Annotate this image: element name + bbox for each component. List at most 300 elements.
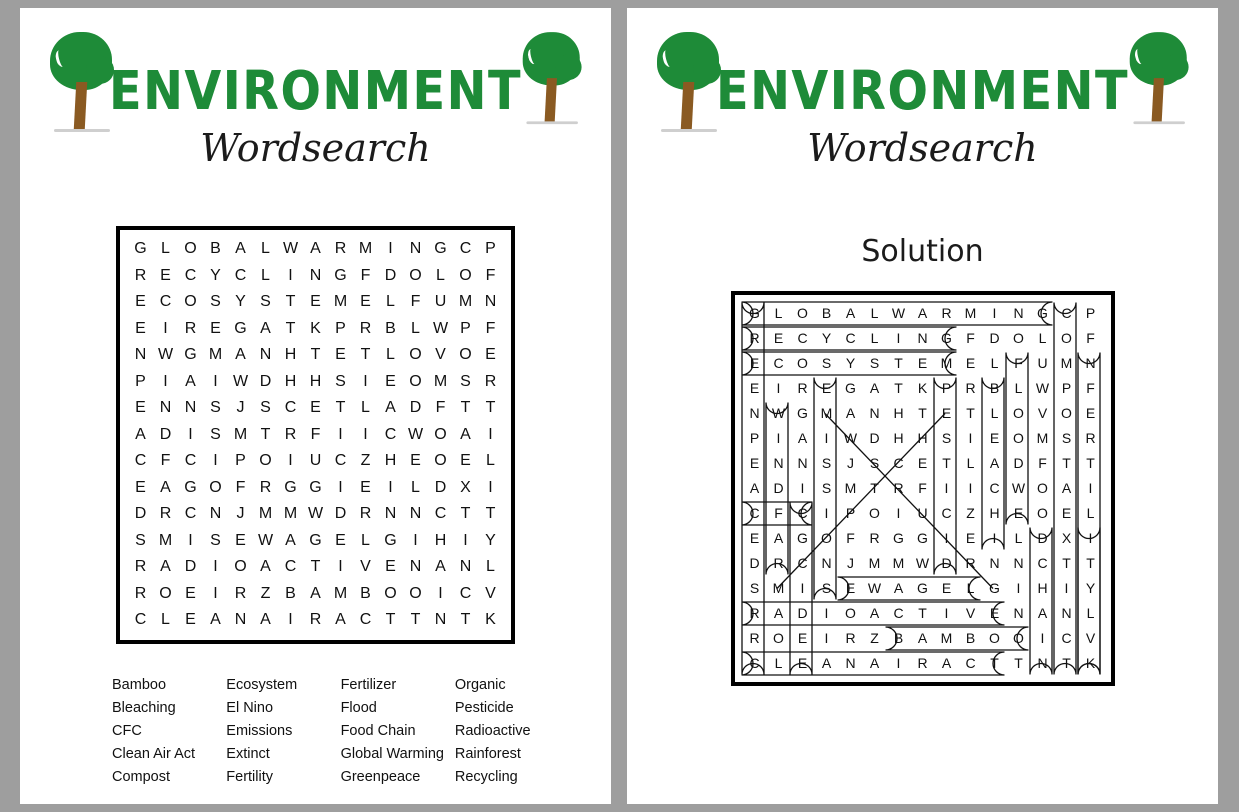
grid-cell: J [847, 555, 854, 571]
grid-cell: M [964, 305, 977, 321]
grid-cell: I [213, 584, 218, 602]
grid-cell: A [845, 305, 856, 321]
grid-cell: R [309, 611, 322, 628]
grid-cell: I [1088, 480, 1093, 496]
grid-cell: E [135, 319, 146, 337]
grid-cell: I [1064, 580, 1069, 596]
grid-row [128, 395, 503, 422]
grid-cell: Z [966, 505, 975, 521]
grid-cell: T [310, 346, 321, 363]
grid-cell: R [234, 584, 247, 602]
grid-cell: L [386, 346, 395, 363]
grid-cell: S [821, 355, 832, 371]
word-item: Ecosystem [226, 676, 298, 693]
grid-cell: R [334, 240, 347, 257]
grid-cell: F [846, 530, 855, 546]
grid-cell: F [1086, 380, 1095, 396]
grid-cell: I [968, 480, 973, 496]
puzzle-grid-wrapper [20, 208, 611, 644]
grid-cell: E [917, 455, 928, 471]
grid-cell: T [485, 399, 496, 416]
grid-cell: T [1062, 455, 1071, 471]
grid-row [128, 289, 503, 316]
grid-cell: T [285, 319, 296, 337]
grid-cell: N [821, 555, 832, 571]
grid-cell: I [438, 584, 443, 602]
grid-cell: A [160, 558, 171, 575]
grid-cell: Y [821, 330, 832, 346]
grid-cell: R [917, 655, 928, 671]
grid-cell: I [992, 530, 997, 546]
grid-cell: G [1037, 305, 1048, 321]
grid-cell: C [1061, 630, 1072, 646]
grid-cell: Y [235, 293, 246, 310]
grid-cell: A [235, 240, 246, 257]
grid-cell: S [335, 372, 346, 390]
grid-cell: E [965, 530, 976, 546]
grid-cell: E [135, 399, 146, 416]
grid-cell: P [135, 372, 146, 390]
grid-cell: R [134, 266, 147, 284]
grid-cell: L [261, 240, 270, 257]
grid-cell: A [821, 655, 832, 671]
grid-cell: C [159, 293, 172, 310]
grid-cell: I [288, 266, 293, 284]
grid-cell: T [485, 505, 496, 522]
grid-cell: I [800, 580, 805, 596]
word-item: Organic [454, 676, 506, 693]
grid-cell: C [184, 452, 197, 469]
grid-cell: M [1036, 430, 1049, 446]
grid-cell: I [896, 330, 901, 346]
grid-cell: G [989, 580, 1000, 596]
grid-cell: H [989, 505, 1000, 521]
grid-cell: E [135, 478, 146, 496]
grid-cell: L [870, 305, 879, 321]
grid-cell: A [310, 240, 321, 257]
solution-page [627, 8, 1218, 804]
word-item: Emissions [226, 722, 293, 739]
grid-cell: I [1016, 580, 1021, 596]
grid-cell: O [1061, 405, 1072, 421]
grid-cell: N [309, 266, 322, 284]
grid-cell: P [1085, 305, 1096, 321]
grid-cell: O [869, 505, 880, 521]
solution-grid-holder [731, 291, 1115, 686]
grid-cell: L [774, 655, 783, 671]
word-column [455, 674, 542, 789]
grid-cell: I [388, 478, 393, 496]
grid-cell: I [896, 655, 901, 671]
grid-cell: G [284, 478, 297, 496]
grid-cell: H [893, 430, 904, 446]
grid-row [743, 426, 1103, 451]
grid-cell: G [334, 266, 347, 284]
grid-cell: T [990, 655, 999, 671]
grid-cell: T [1062, 655, 1071, 671]
grid-cell: L [870, 330, 879, 346]
grid-cell: I [288, 452, 293, 469]
grid-cell: G [893, 530, 904, 546]
grid-cell: E [989, 430, 1000, 446]
grid-cell: O [434, 452, 447, 469]
grid-cell: O [459, 346, 472, 363]
grid-cell: A [893, 580, 904, 596]
grid-cell: N [1085, 355, 1096, 371]
grid-cell: E [410, 452, 421, 469]
grid-cell: C [965, 655, 976, 671]
grid-cell: G [234, 319, 247, 337]
grid-cell: L [361, 531, 370, 549]
grid-cell: L [1038, 330, 1047, 346]
grid-row [743, 451, 1103, 476]
grid-cell: N [917, 330, 928, 346]
grid-cell: E [941, 580, 952, 596]
grid-cell: I [188, 425, 193, 443]
grid-cell: R [845, 630, 856, 646]
word-column [226, 674, 340, 789]
grid-cell: C [1037, 555, 1048, 571]
grid-cell: A [917, 305, 928, 321]
grid-cell: A [869, 380, 880, 396]
grid-cell: H [1037, 580, 1048, 596]
grid-cell: O [234, 558, 247, 575]
grid-cell: B [965, 630, 976, 646]
grid-row [128, 316, 503, 343]
solution-title-block [627, 60, 1218, 170]
grid-cell: I [338, 478, 343, 496]
grid-cell: N [409, 558, 422, 575]
grid-cell: E [310, 293, 321, 310]
word-item: Greenpeace [340, 768, 421, 785]
grid-cell: J [847, 455, 854, 471]
word-column [112, 674, 226, 789]
grid-cell: M [940, 630, 953, 646]
grid-cell: I [388, 240, 393, 257]
grid-cell: P [335, 319, 346, 337]
grid-cell: R [159, 505, 172, 522]
grid-cell: T [285, 293, 296, 310]
grid-cell: A [797, 430, 808, 446]
grid-cell: I [896, 505, 901, 521]
grid-cell: T [1014, 655, 1023, 671]
grid-cell: C [384, 425, 397, 443]
grid-cell: B [285, 584, 296, 602]
grid-cell: U [917, 505, 928, 521]
grid-cell: E [965, 355, 976, 371]
grid-cell: M [458, 293, 473, 310]
grid-cell: D [134, 505, 147, 522]
grid-cell: S [260, 399, 271, 416]
grid-cell: N [989, 555, 1000, 571]
grid-row [743, 576, 1103, 601]
grid-cell: I [824, 605, 829, 621]
grid-row [743, 476, 1103, 501]
grid-cell: P [460, 319, 471, 337]
grid-cell: Z [260, 584, 271, 602]
grid-row [743, 501, 1103, 526]
puzzle-header [20, 8, 611, 208]
grid-cell: T [335, 399, 346, 416]
grid-cell: T [1086, 455, 1095, 471]
grid-cell: O [773, 630, 784, 646]
grid-cell: C [459, 240, 472, 257]
grid-cell: I [288, 611, 293, 628]
grid-cell: O [989, 630, 1000, 646]
grid-cell: H [434, 531, 447, 549]
grid-cell: C [989, 480, 1000, 496]
grid-cell: I [800, 480, 805, 496]
grid-cell: T [385, 611, 396, 628]
grid-cell: T [360, 346, 371, 363]
grid-cell: I [824, 505, 829, 521]
grid-cell: S [1061, 430, 1072, 446]
grid-cell: E [185, 584, 196, 602]
grid-cell: P [941, 380, 952, 396]
grid-cell: M [940, 355, 953, 371]
grid-cell: E [1061, 505, 1072, 521]
grid-cell: Y [845, 355, 856, 371]
grid-cell: N [869, 405, 880, 421]
grid-cell: O [1013, 630, 1024, 646]
grid-cell: G [384, 531, 397, 549]
grid-cell: N [434, 611, 447, 628]
grid-cell: L [261, 266, 270, 284]
grid-cell: I [163, 319, 168, 337]
grid-cell: O [259, 452, 272, 469]
grid-cell: O [1013, 405, 1024, 421]
grid-cell: T [310, 558, 321, 575]
grid-cell: L [486, 558, 495, 575]
grid-cell: E [989, 605, 1000, 621]
grid-cell: R [259, 478, 272, 496]
grid-cell: W [432, 319, 449, 337]
grid-cell: E [749, 455, 760, 471]
grid-cell: E [335, 531, 346, 549]
grid-cell: M [433, 372, 448, 390]
grid-cell: R [965, 555, 976, 571]
grid-cell: T [460, 611, 471, 628]
grid-cell: D [184, 558, 197, 575]
grid-cell: G [917, 580, 928, 596]
grid-cell: D [259, 372, 272, 390]
grid-cell: E [485, 346, 496, 363]
grid-row [128, 581, 503, 608]
grid-cell: C [284, 399, 297, 416]
grid-cell: W [771, 405, 786, 421]
grid-cell: Y [1085, 580, 1096, 596]
grid-cell: H [284, 372, 297, 390]
grid-cell: S [821, 480, 832, 496]
grid-cell: K [310, 319, 321, 337]
grid-cell: W [867, 580, 882, 596]
grid-cell: R [797, 380, 808, 396]
grid-cell: I [1040, 630, 1045, 646]
grid-cell: M [333, 584, 348, 602]
grid-cell: H [309, 372, 322, 390]
grid-cell: I [338, 425, 343, 443]
grid-row [128, 236, 503, 263]
grid-cell: I [968, 430, 973, 446]
grid-cell: E [749, 380, 760, 396]
grid-cell: N [409, 505, 422, 522]
grid-cell: T [1062, 555, 1071, 571]
grid-cell: V [360, 558, 371, 575]
grid-cell: M [772, 580, 785, 596]
grid-cell: A [869, 605, 880, 621]
grid-cell: E [210, 319, 221, 337]
grid-cell: R [359, 505, 372, 522]
grid-cell: G [797, 530, 808, 546]
word-item: Radioactive [454, 722, 531, 739]
grid-cell: W [407, 425, 424, 443]
grid-cell: R [749, 630, 760, 646]
grid-cell: O [845, 605, 856, 621]
grid-cell: L [966, 580, 975, 596]
grid-cell: B [989, 380, 1000, 396]
grid-cell: O [434, 425, 447, 443]
grid-cell: D [334, 505, 347, 522]
grid-cell: T [460, 399, 471, 416]
grid-cell: W [1035, 380, 1050, 396]
grid-cell: I [944, 530, 949, 546]
grid-cell: O [821, 530, 832, 546]
grid-cell: L [774, 305, 783, 321]
grid-cell: L [1086, 605, 1095, 621]
grid-row [743, 626, 1103, 651]
grid-cell: I [213, 558, 218, 575]
puzzle-page [20, 8, 611, 804]
grid-cell: C [359, 611, 372, 628]
grid-cell: U [309, 452, 322, 469]
grid-cell: T [966, 405, 975, 421]
grid-cell: L [411, 319, 420, 337]
grid-cell: M [868, 555, 881, 571]
grid-cell: A [285, 531, 296, 549]
grid-cell: N [1013, 555, 1024, 571]
grid-cell: N [209, 505, 222, 522]
grid-cell: R [773, 555, 784, 571]
grid-cell: W [157, 346, 174, 363]
word-item: Bleaching [112, 699, 176, 716]
grid-cell: O [1013, 330, 1024, 346]
grid-cell: W [282, 240, 299, 257]
grid-cell: F [918, 480, 927, 496]
grid-cell: F [360, 266, 371, 284]
grid-cell: I [992, 305, 997, 321]
grid-cell: A [160, 478, 171, 496]
grid-cell: O [184, 240, 197, 257]
grid-cell: A [385, 399, 396, 416]
grid-cell: A [135, 425, 146, 443]
grid-cell: A [1061, 480, 1072, 496]
grid-cell: K [485, 611, 496, 628]
grid-cell: G [797, 405, 808, 421]
grid-cell: O [184, 293, 197, 310]
grid-cell: A [435, 558, 446, 575]
grid-cell: A [260, 319, 271, 337]
grid-cell: R [284, 425, 297, 443]
grid-cell: C [134, 452, 147, 469]
grid-cell: W [307, 505, 324, 522]
grid-cell: R [134, 558, 147, 575]
grid-cell: H [893, 405, 904, 421]
grid-cell: C [184, 505, 197, 522]
grid-cell: J [236, 505, 245, 522]
grid-cell: N [259, 346, 272, 363]
grid-cell: D [941, 555, 952, 571]
grid-cell: C [773, 355, 784, 371]
grid-row [128, 342, 503, 369]
grid-cell: M [844, 480, 857, 496]
grid-cell: O [1037, 480, 1048, 496]
grid-cell: C [797, 555, 808, 571]
grid-cell: I [188, 531, 193, 549]
grid-cell: V [1085, 630, 1096, 646]
grid-cell: A [845, 405, 856, 421]
grid-cell: G [749, 305, 760, 321]
grid-cell: P [485, 240, 496, 257]
grid-cell: P [749, 430, 760, 446]
grid-cell: E [385, 372, 396, 390]
grid-row [128, 475, 503, 502]
grid-cell: S [460, 372, 471, 390]
grid-cell: E [460, 452, 471, 469]
grid-cell: A [260, 558, 271, 575]
grid-cell: F [235, 478, 246, 496]
grid-cell: I [488, 425, 493, 443]
grid-cell: N [134, 346, 147, 363]
grid-row [743, 376, 1103, 401]
grid-cell: S [869, 355, 880, 371]
grid-cell: S [210, 399, 221, 416]
grid-cell: D [434, 478, 447, 496]
grid-cell: M [358, 240, 373, 257]
grid-cell: I [163, 372, 168, 390]
grid-cell: R [941, 305, 952, 321]
grid-cell: F [435, 399, 446, 416]
grid-cell: T [870, 480, 879, 496]
grid-cell: C [234, 266, 247, 284]
grid-cell: W [915, 555, 930, 571]
grid-cell: L [386, 293, 395, 310]
grid-cell: A [773, 530, 784, 546]
grid-cell: T [894, 380, 903, 396]
grid-cell: M [333, 293, 348, 310]
grid-cell: O [159, 584, 172, 602]
grid-cell: I [824, 430, 829, 446]
grid-cell: N [1013, 305, 1024, 321]
grid-row [128, 501, 503, 528]
grid-cell: A [210, 611, 221, 628]
grid-cell: G [184, 346, 197, 363]
grid-cell: C [797, 330, 808, 346]
puzzle-title-block [20, 60, 611, 170]
grid-cell: G [309, 478, 322, 496]
grid-cell: R [359, 319, 372, 337]
grid-cell: V [965, 605, 976, 621]
grid-cell: F [1086, 330, 1095, 346]
grid-row [128, 607, 503, 634]
grid-cell: I [488, 478, 493, 496]
grid-cell: N [845, 655, 856, 671]
grid-cell: U [434, 293, 447, 310]
wordsearch-grid [116, 226, 515, 644]
grid-cell: I [413, 531, 418, 549]
grid-cell: M [1060, 355, 1073, 371]
grid-cell: E [185, 611, 196, 628]
grid-cell: E [310, 399, 321, 416]
